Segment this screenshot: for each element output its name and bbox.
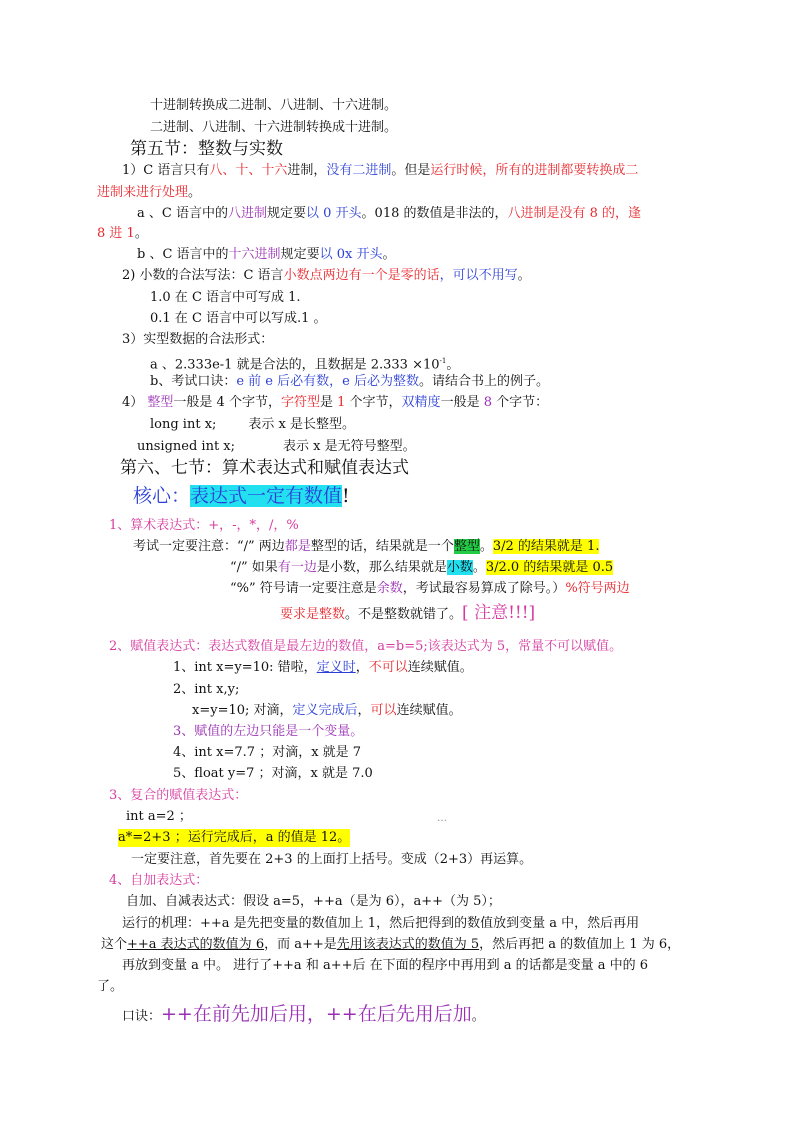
text-line: 4、int x=7.7 ；对滴，x 就是 7 [173, 745, 362, 760]
text-line: 进制来进行处理。 [97, 185, 202, 200]
text-line: 4） 整型一般是 4 个字节，字符型是 1 个字节，双精度一般是 8 个字节： [122, 395, 549, 410]
text-line: 1、int x=y=10: 错啦，定义时，不可以连续赋值。 [173, 660, 473, 675]
text-line: 一定要注意，首先要在 2+3 的上面打上括号。变成（2+3）再运算。 [131, 852, 533, 867]
subheading: 3、复合的赋值表达式： [109, 788, 248, 803]
subheading: 1、算术表达式：+，-，*，/，% [109, 518, 299, 533]
subheading: 2、赋值表达式：表达式数值是最左边的数值，a=b=5;该表达式为 5，常量不可以赋值。 [109, 639, 623, 654]
text-line: “%” 符号请一定要注意是余数，考试最容易算成了除号。）%符号两边 [230, 581, 630, 596]
text-line: int a=2 ； [126, 809, 192, 824]
text-line: a*=2+3 ；运行完成后，a 的值是 12。 [118, 830, 351, 845]
text-line: 3、赋值的左边只能是一个变量。 [173, 724, 364, 739]
text-line: 这个++a 表达式的数值为 6，而 a++是先用该表达式的数值为 5，然后再把 a 的数值加上 1 为 6， [101, 937, 681, 952]
text-line: 再放到变量 a 中。 进行了++a 和 a++后 在下面的程序中再用到 a 的话都是变量 a 中的 6 [122, 958, 649, 973]
text-line: 1.0 在 C 语言中可写成 1. [150, 290, 301, 305]
mnemonic-line: 口诀：++在前先加后用，++在后先用后加。 [122, 1003, 485, 1025]
text-line: b、考试口诀：e 前 e 后必有数，e 后必为整数。请结合书上的例子。 [150, 374, 549, 389]
section-heading: 第六、七节：算术表达式和赋值表达式 [120, 458, 409, 478]
text-line: 2) 小数的合法写法：C 语言小数点两边有一个是零的话，可以不用写。 [122, 268, 531, 283]
text-line: 2、int x,y; [173, 682, 240, 697]
text-line: 运行的机理：++a 是先把变量的数值加上 1，然后把得到的数值放到变量 a 中，然后再用 [122, 916, 640, 931]
text-line: 5、float y=7 ；对滴，x 就是 7.0 [173, 766, 373, 781]
text-line: a 、C 语言中的八进制规定要以 0 开头。018 的数值是非法的，八进制是没有 8 的，逢 [137, 206, 642, 221]
text-line: 考试一定要注意：“/” 两边都是整型的话，结果就是一个整型。3/2 的结果就是 1. [133, 539, 600, 554]
stray-mark: … [437, 813, 447, 824]
text-line: 自加、自减表达式：假设 a=5，++a（是为 6），a++（为 5）； [126, 894, 501, 909]
text-line: long int x; 表示 x 是长整型。 [150, 417, 356, 432]
core-line: 核心：表达式一定有数值! [133, 485, 350, 507]
text-line: a 、2.333e-1 就是合法的，且数据是 $2.333 \times 10^{-1}$。 [150, 357, 460, 373]
text-line: 1）C 语言只有八、十、十六进制，没有二进制。但是运行时候，所有的进制都要转换成二 [122, 163, 639, 178]
text-line: 了。 [97, 979, 124, 994]
text-line: 0.1 在 C 语言中可以写成.1 。 [150, 311, 327, 326]
text-line: 8 进 1。 [97, 226, 148, 241]
text-line: “/” 如果有一边是小数，那么结果就是小数。3/2.0 的结果就是 0.5 [230, 560, 614, 575]
subheading: 4、自加表达式： [109, 873, 209, 888]
text-line: 十进制转换成二进制、八进制、十六进制。 [150, 98, 398, 113]
text-line: 要求是整数。不是整数就错了。[ 注意!!!] [280, 603, 536, 623]
section-heading: 第五节：整数与实数 [130, 139, 283, 159]
text-line: unsigned int x; 表示 x 是无符号整型。 [137, 439, 416, 454]
text-line: b 、C 语言中的十六进制规定要以 0x 开头。 [137, 247, 396, 262]
text-line: 二进制、八进制、十六进制转换成十进制。 [150, 120, 398, 135]
text-line: 3）实型数据的合法形式： [122, 332, 274, 347]
text-line: x=y=10; 对滴，定义完成后，可以连续赋值。 [192, 703, 462, 718]
